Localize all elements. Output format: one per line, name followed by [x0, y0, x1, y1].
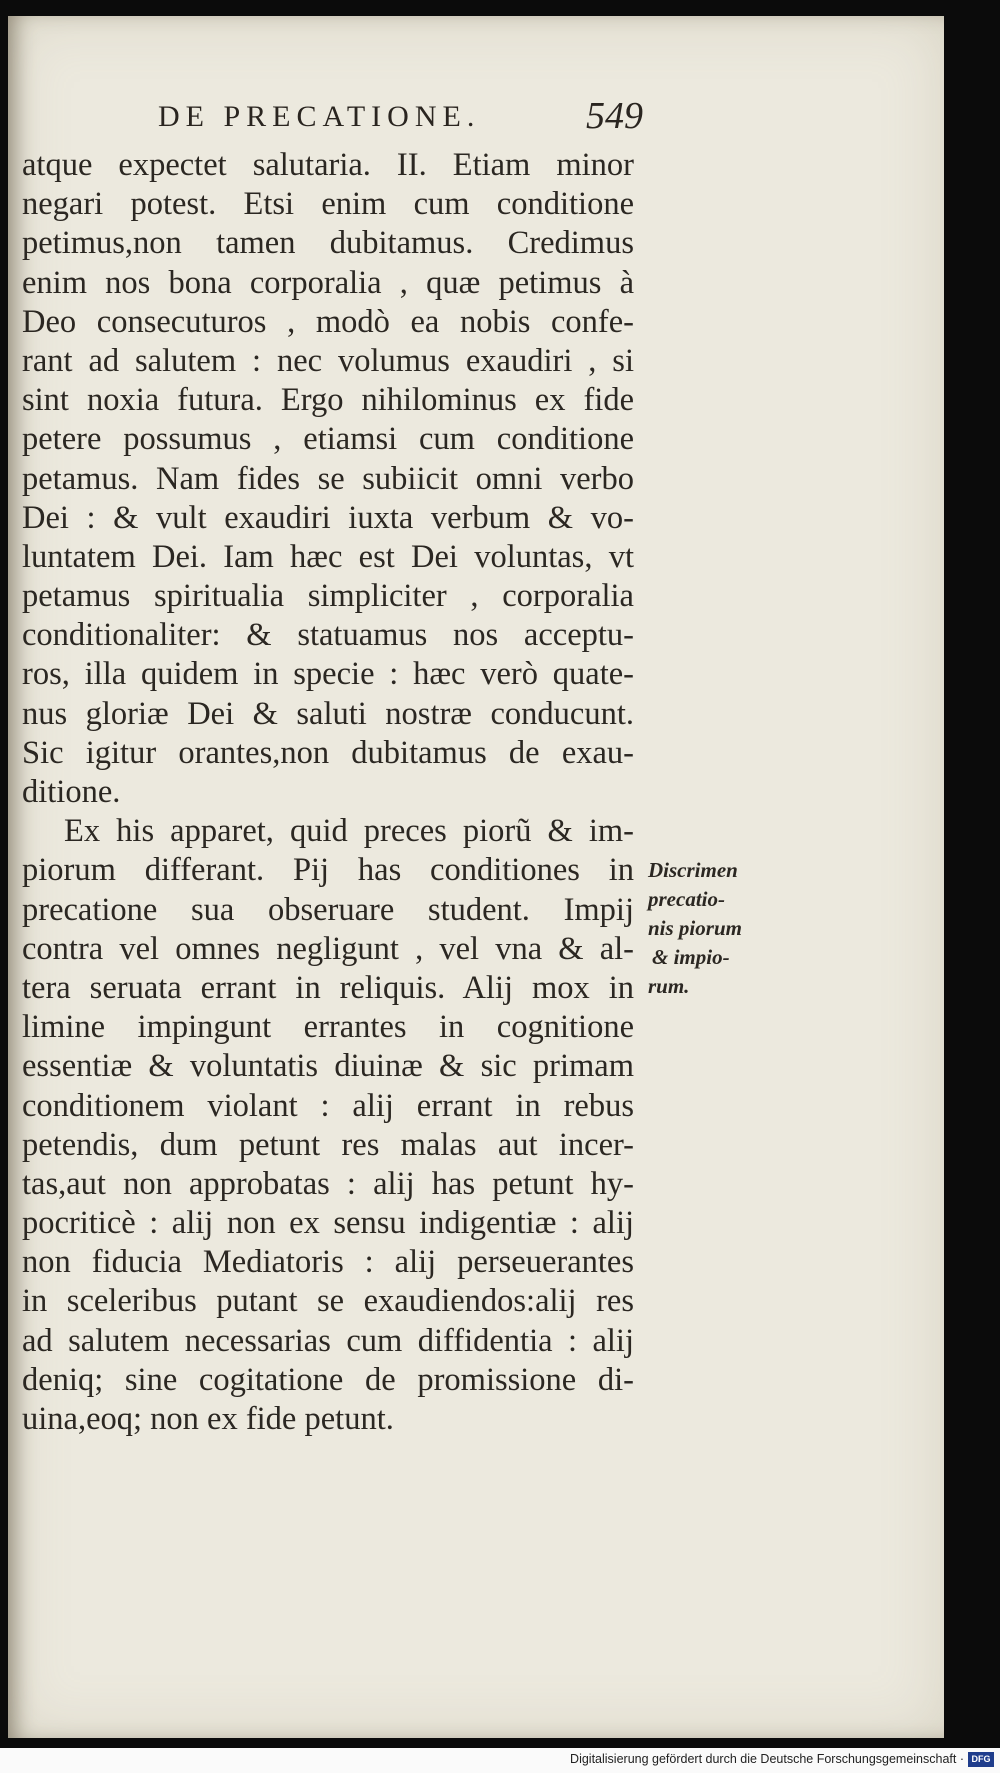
- text-line: luntatem Dei. Iam hæc est Dei voluntas, vt: [22, 538, 634, 575]
- text-line: conditionaliter: & statuamus nos acceptu-: [22, 617, 634, 654]
- text-line: sint noxia futura. Ergo nihilominus ex fide: [22, 382, 634, 419]
- marginal-note-line: precatio-: [648, 887, 725, 911]
- running-head: DE PRECATIONE.: [158, 100, 481, 133]
- text-line: Deo consecuturos , modò ea nobis confe-: [22, 303, 634, 340]
- marginal-note-line: Discrimen: [648, 858, 738, 882]
- text-line: Ex his apparet, quid preces piorũ & im-: [64, 813, 634, 850]
- body-text: [22, 146, 634, 1439]
- text-line: in sceleribus putant se exaudiendos:alij res: [22, 1283, 634, 1320]
- text-line: tas,aut non approbatas : alij has petunt hy-: [22, 1165, 634, 1202]
- marginal-note-line: nis piorum: [648, 916, 742, 940]
- book-page: [8, 16, 944, 1738]
- text-line: piorum differant. Pij has conditiones in: [22, 852, 634, 889]
- text-line: enim nos bona corporalia , quæ petimus à: [22, 264, 634, 301]
- text-line: petamus spiritualia simpliciter , corporalia: [22, 578, 634, 615]
- marginal-note-line: & impio-: [652, 945, 730, 969]
- text-line: limine impingunt errantes in cognitione: [22, 1009, 634, 1046]
- text-line: conditionem violant : alij errant in rebus: [22, 1087, 634, 1124]
- text-line: negari potest. Etsi enim cum conditione: [22, 186, 634, 223]
- text-line: nus gloriæ Dei & saluti nostræ conducunt.: [22, 695, 634, 732]
- text-line: contra vel omnes negligunt , vel vna & al-: [22, 930, 634, 967]
- text-line: petere possumus , etiamsi cum conditione: [22, 421, 634, 458]
- digitization-footer: [0, 1748, 1000, 1773]
- text-line: pocriticè : alij non ex sensu indigentiæ : alij: [22, 1205, 634, 1242]
- dfg-logo: DFG: [968, 1752, 994, 1767]
- text-line: Dei : & vult exaudiri iuxta verbum & vo-: [22, 499, 634, 536]
- text-line: precatione sua obseruare student. Impij: [22, 891, 634, 928]
- marginal-note: [648, 856, 788, 1001]
- marginal-note-line: rum.: [648, 974, 690, 998]
- text-line: petimus,non tamen dubitamus. Credimus: [22, 225, 634, 262]
- text-line: non fiducia Mediatoris : alij perseuerantes: [22, 1244, 634, 1281]
- text-line: petendis, dum petunt res malas aut incer-: [22, 1126, 634, 1163]
- text-line: Sic igitur orantes,non dubitamus de exau-: [22, 734, 634, 771]
- page-number: 549: [586, 95, 643, 137]
- text-line: uina,eoq; non ex fide petunt.: [22, 1401, 394, 1437]
- text-line: rant ad salutem : nec volumus exaudiri , si: [22, 342, 634, 379]
- text-line: atque expectet salutaria. II. Etiam minor: [22, 147, 634, 183]
- text-line: essentiæ & voluntatis diuinæ & sic primam: [22, 1048, 634, 1085]
- text-line: tera seruata errant in reliquis. Alij mox in: [22, 969, 634, 1006]
- text-line: ad salutem necessarias cum diffidentia : alij: [22, 1322, 634, 1359]
- funding-credit: Digitalisierung gefördert durch die Deutsche Forschungsgemeinschaft ·: [570, 1752, 964, 1766]
- text-line: ros, illa quidem in specie : hæc verò quate-: [22, 656, 634, 693]
- text-line: ditione.: [22, 774, 121, 810]
- text-line: petamus. Nam fides se subiicit omni verbo: [22, 460, 634, 497]
- text-line: deniq; sine cogitatione de promissione di-: [22, 1361, 634, 1398]
